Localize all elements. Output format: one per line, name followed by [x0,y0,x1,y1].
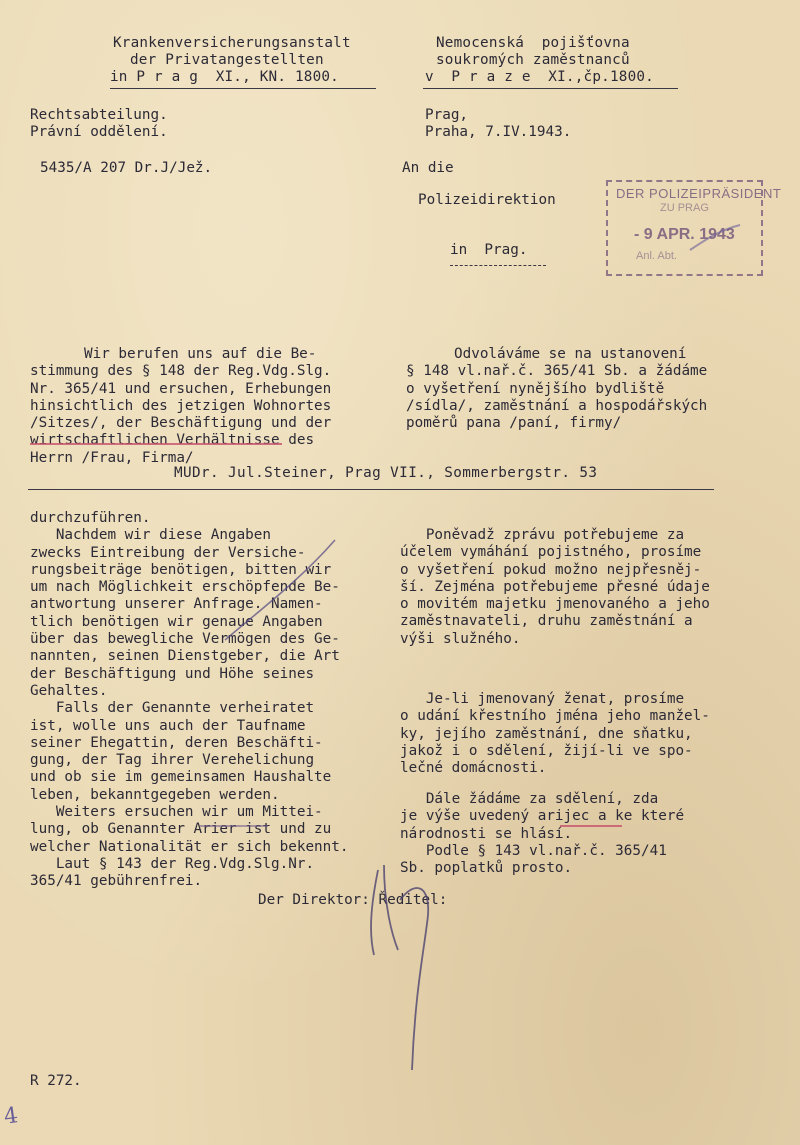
body-de-line: Nachdem wir diese Angaben [30,527,272,544]
body-cs-line: jakož i o sdělení, žijí-li ve spo- [400,742,693,759]
body-cs-line: o movitém majetku jmenovaného a jeho [400,596,710,613]
body-cs-line: Poněvadž zprávu potřebujeme za [400,527,685,543]
department-de: Rechtsabteilung. [30,107,168,123]
body-cs-paragraph-1 [400,527,710,648]
recipient-line-2: Polizeidirektion [418,192,556,208]
red-underline-arijec [560,825,622,827]
request-de-line: /Sitzes/, der Beschäftigung und der [30,415,332,432]
body-cs-line: Je-li jmenovaný ženat, prosíme [400,691,685,707]
body-de [30,510,348,891]
body-cs-line: lečné domácnosti. [400,760,547,777]
request-de-line: Nr. 365/41 und ersuchen, Erhebungen [30,380,332,397]
letterhead-de-line-2: der Privatangestellten [130,52,324,68]
body-de-line: antwortung unserer Anfrage. Namen- [30,596,323,613]
body-cs-line: zaměstnavateli, druhu zaměstnání a [400,613,693,630]
body-cs-line: ky, jejího zaměstnání, dne sňatku, [400,725,693,742]
receipt-stamp [606,180,782,276]
request-cs-line: § 148 vl.nař.č. 365/41 Sb. a žádáme [406,363,708,380]
body-de-line: rungsbeiträge benötigen, bitten wir [30,561,332,578]
body-cs-line: národnosti se hlásí. [400,825,573,842]
stamp-line-2: ZU PRAG [660,202,709,214]
underline-arier [200,825,268,827]
request-cs-line: poměrů pana /paní, firmy/ [406,415,622,432]
body-de-line: der Beschäftigung und Höhe seines [30,665,315,682]
body-cs-line: je výše uvedený arijec a ke které [400,808,685,825]
body-cs-line: výši služného. [400,630,521,647]
body-cs-paragraph-2 [400,691,710,777]
red-underline-wirtschaftlichen [30,443,282,445]
body-cs-paragraph-3 [400,791,684,877]
body-de-line: Gehaltes. [30,682,108,699]
body-cs-line: účelem vymáhání pojistného, prosíme [400,544,702,561]
margin-pencil-note: 4 [2,1103,20,1130]
body-de-line: Laut § 143 der Reg.Vdg.Slg.Nr. [30,855,315,872]
body-de-line: zwecks Eintreibung der Versiche- [30,544,306,561]
body-de-line: welcher Nationalität er sich bekennt. [30,838,349,855]
body-de-line: nannten, seinen Dienstgeber, die Art [30,648,340,665]
request-cs-line: o vyšetření nynějšího bydliště [406,380,665,397]
body-cs-line: o udání křestního jména jeho manžel- [400,708,710,725]
body-de-line: lung, ob Genannter Arier ist und zu [30,821,332,838]
request-de-line: stimmung des § 148 der Reg.Vdg.Slg. [30,363,332,380]
date: Praha, 7.IV.1943. [425,124,572,140]
request-de-line: Herrn /Frau, Firma/ [30,449,194,466]
recipient-line-1: An die [402,160,454,176]
letterhead-cs-rule [423,88,678,89]
stamp-line-4: Anl. Abt. [636,250,677,262]
request-cs-line: /sídla/, zaměstnání a hospodářských [406,397,708,414]
letterhead-cs-line-3: v P r a z e XI.,čp.1800. [425,69,654,85]
body-de-line: Weiters ersuchen wir um Mittei- [30,804,323,821]
letterhead-cs-line-1: Nemocenská pojišťovna [436,35,630,51]
reference-number: 5435/A 207 Dr.J/Jež. [40,160,213,176]
body-cs-line: o vyšetření pokud možno nejpřesněj- [400,561,702,578]
request-de-line: Wir berufen uns auf die Be- [84,346,317,362]
body-de-line: ist, wolle uns auch der Taufname [30,717,306,734]
department-cs: Právní oddělení. [30,124,168,140]
letterhead-de-line-3: in P r a g XI., KN. 1800. [110,69,339,85]
letterhead-de-rule [110,88,376,89]
subject-rule [28,489,714,490]
body-de-line: tlich benötigen wir genaue Angaben [30,613,323,630]
letterhead-cs-line-2: soukromých zaměstnanců [436,52,630,68]
body-de-line: Falls der Genannte verheiratet [30,700,315,717]
recipient-line-3: in Prag. [450,242,528,258]
body-cs-line: Podle § 143 vl.nař.č. 365/41 [400,842,667,859]
recipient-underline [450,265,546,266]
body-cs-line: ší. Zejména potřebujeme přesné údaje [400,578,710,595]
place-de: Prag, [425,107,469,123]
body-de-line: um nach Möglichkeit erschöpfende Be- [30,579,340,596]
body-de-line: und ob sie im gemeinsamen Haushalte [30,769,332,786]
body-de-line: seiner Ehegattin, deren Beschäfti- [30,734,323,751]
stamp-date: - 9 APR. 1943 [634,226,735,243]
request-de-line: wirtschaftlichen Verhältnisse des [30,432,315,449]
request-de-line: hinsichtlich des jetzigen Wohnortes [30,397,332,414]
body-de-line: gung, der Tag ihrer Verehelichung [30,752,315,769]
body-de-line: leben, bekanntgegeben werden. [30,786,280,803]
request-cs-line: Odvoláváme se na ustanovení [454,346,687,362]
request-de [30,346,331,467]
letterhead-de-line-1: Krankenversicherungsanstalt [113,35,351,51]
form-number: R 272. [30,1073,82,1089]
body-cs-line: Sb. poplatků prosto. [400,860,573,877]
stamp-line-1: DER POLIZEIPRÄSIDENT [616,186,782,201]
body-de-line: durchzuführen. [30,510,151,526]
body-de-line: 365/41 gebührenfrei. [30,873,203,890]
body-de-line: über das bewegliche Vermögen des Ge- [30,631,340,648]
body-cs-line: Dále žádáme za sdělení, zda [400,791,659,807]
signature-line: Der Direktor: Ředitel: [258,892,448,908]
subject-name-address: MUDr. Jul.Steiner, Prag VII., Sommerbergstr. 53 [174,465,598,481]
request-cs [406,346,707,432]
